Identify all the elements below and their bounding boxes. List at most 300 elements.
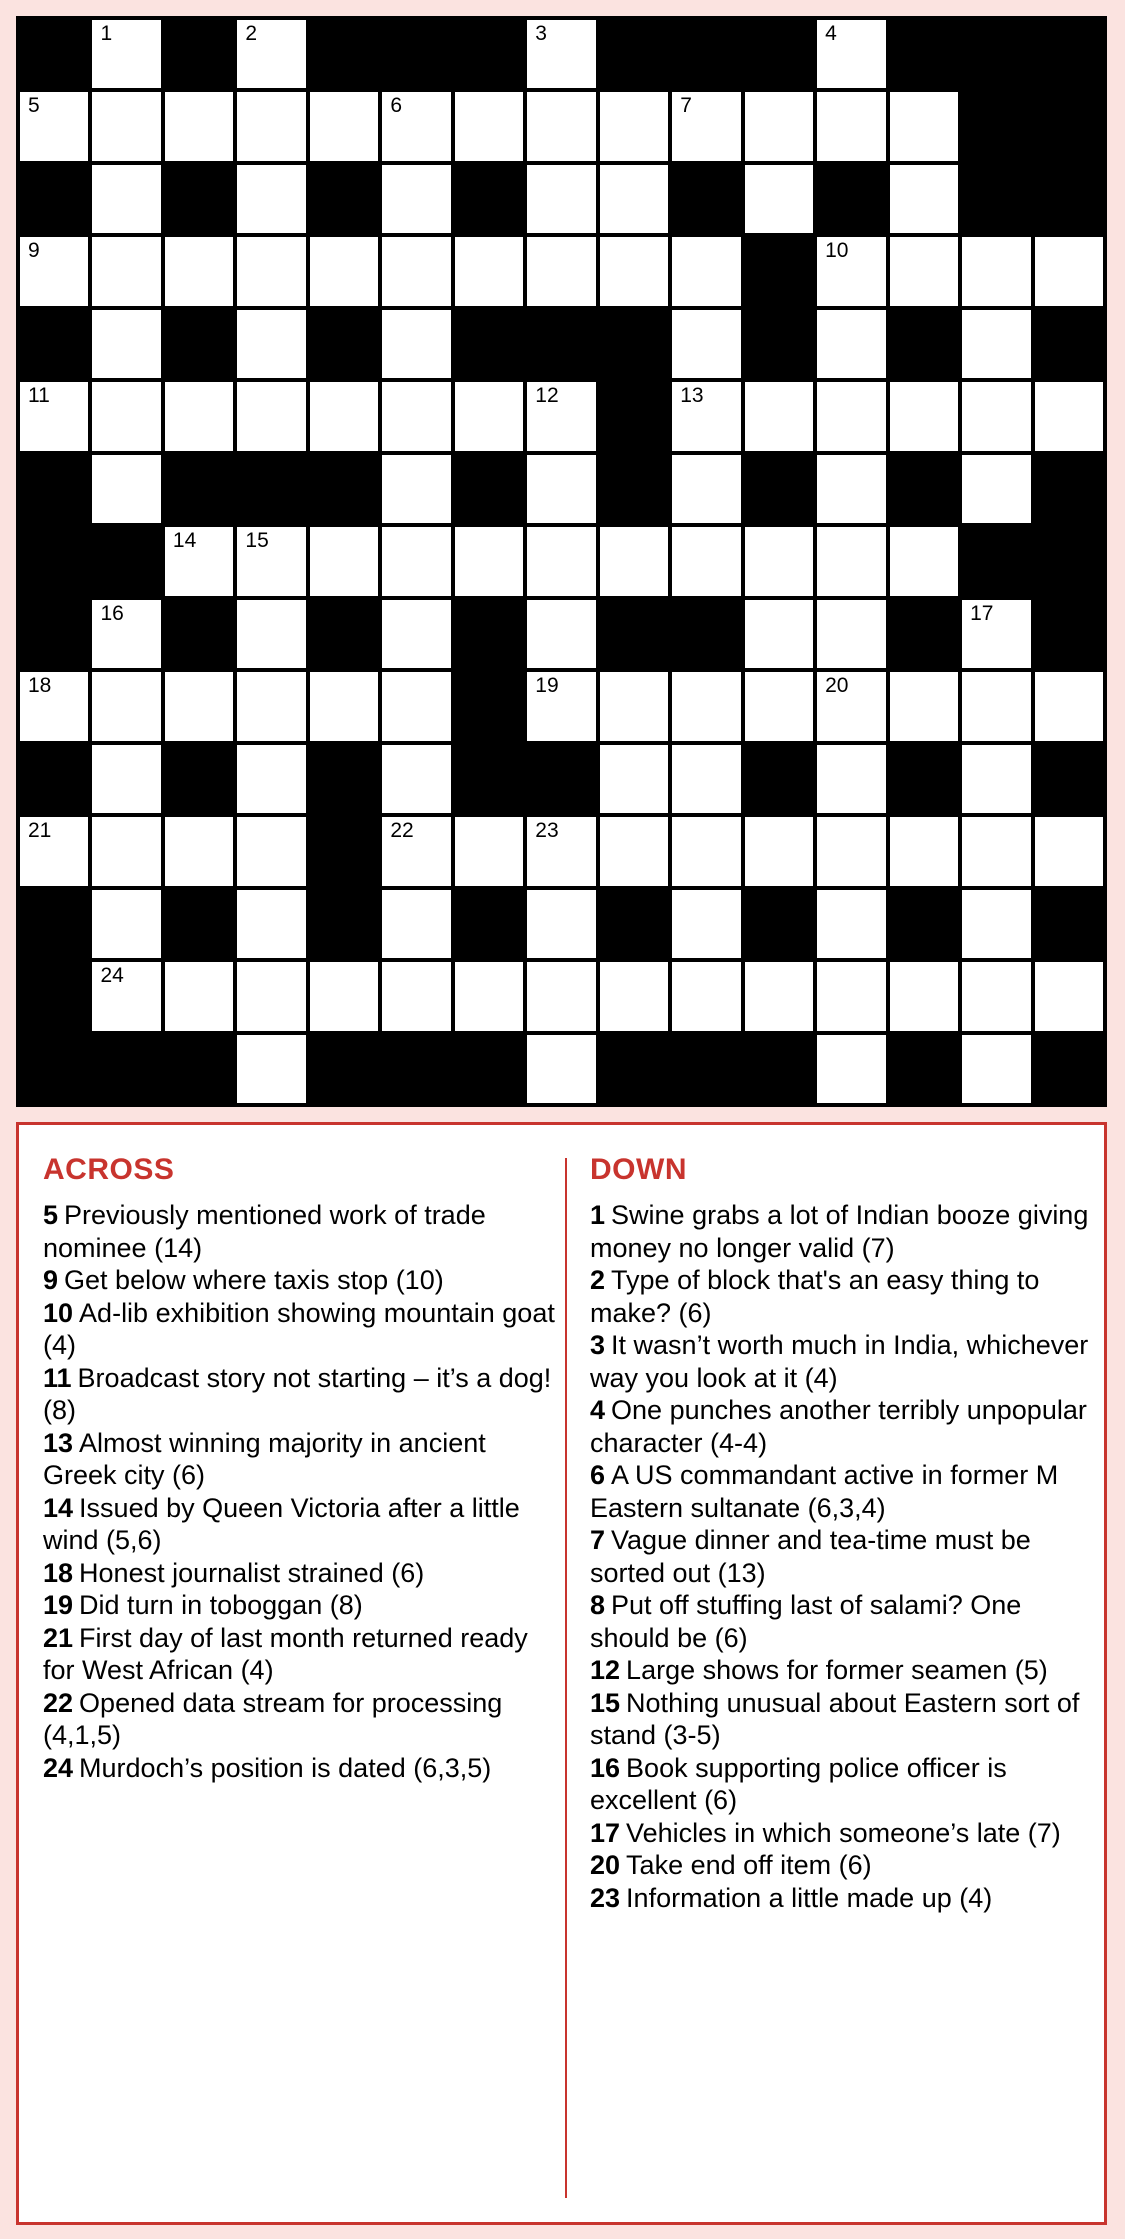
white-cell[interactable] (817, 745, 885, 813)
white-cell[interactable] (962, 310, 1030, 378)
white-cell[interactable] (527, 165, 595, 233)
white-cell[interactable] (527, 600, 595, 668)
white-cell[interactable] (672, 890, 740, 958)
white-cell[interactable] (382, 962, 450, 1030)
black-cell (92, 527, 160, 595)
across-clue (43, 1557, 563, 1590)
black-cell (20, 600, 88, 668)
black-cell (310, 455, 378, 523)
down-clue (590, 1817, 1100, 1850)
white-cell[interactable] (527, 890, 595, 958)
white-cell[interactable] (527, 20, 595, 88)
clue-number: 20 (825, 674, 849, 698)
white-cell[interactable] (817, 672, 885, 740)
white-cell[interactable] (20, 92, 88, 160)
white-cell[interactable] (1035, 962, 1103, 1030)
white-cell[interactable] (237, 600, 305, 668)
black-cell (672, 600, 740, 668)
clue-text: Did turn in toboggan (8) (79, 1590, 363, 1620)
white-cell[interactable] (382, 600, 450, 668)
black-cell (1035, 600, 1103, 668)
clue-number-label: 5 (43, 1200, 59, 1230)
white-cell[interactable] (165, 382, 233, 450)
down-clue (590, 1264, 1100, 1329)
black-cell (310, 310, 378, 378)
black-cell (165, 600, 233, 668)
black-cell (455, 600, 523, 668)
white-cell[interactable] (165, 962, 233, 1030)
black-cell (1035, 745, 1103, 813)
white-cell[interactable] (672, 527, 740, 595)
white-cell[interactable] (745, 962, 813, 1030)
black-cell (745, 20, 813, 88)
clue-text: Information a little made up (4) (626, 1882, 993, 1913)
white-cell[interactable] (92, 600, 160, 668)
white-cell[interactable] (20, 382, 88, 450)
black-cell (890, 455, 958, 523)
white-cell[interactable] (1035, 382, 1103, 450)
white-cell[interactable] (672, 455, 740, 523)
black-cell (455, 745, 523, 813)
white-cell[interactable] (527, 1035, 595, 1103)
down-clue (590, 1752, 1100, 1817)
clue-number-label: 6 (590, 1460, 606, 1490)
white-cell[interactable] (310, 962, 378, 1030)
white-cell[interactable] (237, 890, 305, 958)
clue-number-label: 14 (43, 1492, 74, 1523)
black-cell (165, 165, 233, 233)
black-cell (20, 310, 88, 378)
clue-text: Honest journalist strained (6) (79, 1557, 425, 1588)
clue-number: 14 (172, 529, 197, 553)
black-cell (165, 745, 233, 813)
white-cell[interactable] (1035, 672, 1103, 740)
black-cell (310, 890, 378, 958)
down-clue-list (590, 1199, 1100, 1914)
down-clue (590, 1589, 1100, 1654)
white-cell[interactable] (237, 237, 305, 305)
white-cell[interactable] (382, 165, 450, 233)
clues-panel (16, 1122, 1107, 2225)
clue-number: 10 (825, 239, 849, 263)
white-cell[interactable] (382, 237, 450, 305)
black-cell (1035, 455, 1103, 523)
white-cell[interactable] (310, 92, 378, 160)
white-cell[interactable] (310, 382, 378, 450)
white-cell[interactable] (382, 382, 450, 450)
down-clue (590, 1329, 1100, 1394)
column-divider (565, 1158, 567, 2198)
white-cell[interactable] (382, 92, 450, 160)
clue-text: Vehicles in which someone’s late (7) (626, 1817, 1061, 1848)
white-cell[interactable] (1035, 817, 1103, 885)
white-cell[interactable] (672, 672, 740, 740)
white-cell[interactable] (600, 672, 668, 740)
white-cell[interactable] (890, 165, 958, 233)
white-cell[interactable] (962, 455, 1030, 523)
white-cell[interactable] (237, 1035, 305, 1103)
white-cell[interactable] (745, 527, 813, 595)
clue-number-label: 23 (590, 1882, 621, 1913)
white-cell[interactable] (165, 237, 233, 305)
black-cell (600, 890, 668, 958)
black-cell (890, 20, 958, 88)
black-cell (455, 310, 523, 378)
black-cell (745, 1035, 813, 1103)
crossword-grid (16, 16, 1107, 1107)
across-clue (43, 1589, 563, 1622)
clue-number: 12 (535, 384, 559, 408)
black-cell (672, 165, 740, 233)
black-cell (237, 455, 305, 523)
black-cell (165, 20, 233, 88)
white-cell[interactable] (962, 890, 1030, 958)
white-cell[interactable] (310, 672, 378, 740)
black-cell (165, 310, 233, 378)
clue-text: Previously mentioned work of trade nominee (14) (43, 1200, 486, 1263)
white-cell[interactable] (527, 527, 595, 595)
clue-number-label: 19 (43, 1590, 74, 1620)
black-cell (310, 600, 378, 668)
black-cell (600, 382, 668, 450)
white-cell[interactable] (382, 890, 450, 958)
white-cell[interactable] (745, 600, 813, 668)
white-cell[interactable] (600, 745, 668, 813)
clue-number: 2 (245, 22, 258, 45)
black-cell (310, 817, 378, 885)
black-cell (527, 310, 595, 378)
white-cell[interactable] (92, 962, 160, 1030)
white-cell[interactable] (527, 962, 595, 1030)
white-cell[interactable] (527, 92, 595, 160)
white-cell[interactable] (382, 672, 450, 740)
white-cell[interactable] (20, 817, 88, 885)
white-cell[interactable] (455, 237, 523, 305)
black-cell (20, 20, 88, 88)
black-cell (455, 1035, 523, 1103)
black-cell (1035, 165, 1103, 233)
white-cell[interactable] (672, 237, 740, 305)
clue-text: Get below where taxis stop (10) (64, 1265, 444, 1295)
black-cell (600, 310, 668, 378)
clue-text: Broadcast story not starting – it’s a dog! (8) (43, 1362, 552, 1425)
white-cell[interactable] (92, 20, 160, 88)
black-cell (745, 455, 813, 523)
white-cell[interactable] (165, 92, 233, 160)
black-cell (817, 165, 885, 233)
clue-number: 15 (245, 529, 269, 553)
clue-number: 3 (535, 22, 547, 45)
white-cell[interactable] (527, 672, 595, 740)
down-clue (590, 1524, 1100, 1589)
white-cell[interactable] (92, 382, 160, 450)
white-cell[interactable] (455, 817, 523, 885)
white-cell[interactable] (600, 165, 668, 233)
white-cell[interactable] (310, 527, 378, 595)
white-cell[interactable] (310, 237, 378, 305)
white-cell[interactable] (237, 165, 305, 233)
white-cell[interactable] (672, 92, 740, 160)
white-cell[interactable] (672, 817, 740, 885)
clue-number-label: 15 (590, 1687, 621, 1718)
black-cell (20, 527, 88, 595)
white-cell[interactable] (237, 310, 305, 378)
white-cell[interactable] (890, 237, 958, 305)
white-cell[interactable] (382, 455, 450, 523)
clue-number: 24 (100, 964, 124, 988)
white-cell[interactable] (237, 672, 305, 740)
black-cell (962, 92, 1030, 160)
white-cell[interactable] (237, 817, 305, 885)
white-cell[interactable] (237, 745, 305, 813)
down-clue (590, 1199, 1100, 1264)
white-cell[interactable] (962, 1035, 1030, 1103)
clue-text: Murdoch’s position is dated (6,3,5) (79, 1752, 492, 1783)
white-cell[interactable] (92, 817, 160, 885)
black-cell (455, 20, 523, 88)
clue-number: 16 (100, 601, 124, 625)
white-cell[interactable] (165, 672, 233, 740)
white-cell[interactable] (600, 527, 668, 595)
white-cell[interactable] (817, 1035, 885, 1103)
white-cell[interactable] (527, 455, 595, 523)
white-cell[interactable] (962, 962, 1030, 1030)
black-cell (455, 890, 523, 958)
white-cell[interactable] (962, 237, 1030, 305)
clue-number: 6 (390, 94, 403, 118)
black-cell (600, 455, 668, 523)
across-clue-list (43, 1199, 563, 1784)
white-cell[interactable] (672, 745, 740, 813)
white-cell[interactable] (455, 962, 523, 1030)
across-column (43, 1153, 563, 1784)
clue-number: 18 (28, 674, 52, 698)
black-cell (455, 672, 523, 740)
across-clue (43, 1297, 563, 1362)
white-cell[interactable] (890, 382, 958, 450)
black-cell (165, 1035, 233, 1103)
white-cell[interactable] (455, 527, 523, 595)
white-cell[interactable] (817, 527, 885, 595)
black-cell (165, 455, 233, 523)
white-cell[interactable] (92, 745, 160, 813)
white-cell[interactable] (527, 382, 595, 450)
black-cell (20, 890, 88, 958)
white-cell[interactable] (92, 165, 160, 233)
clue-text: Large shows for former seamen (5) (626, 1655, 1048, 1685)
across-clue (43, 1427, 563, 1492)
clue-number-label: 20 (590, 1850, 621, 1880)
white-cell[interactable] (382, 745, 450, 813)
black-cell (745, 890, 813, 958)
clue-number-label: 10 (43, 1297, 74, 1328)
white-cell[interactable] (745, 672, 813, 740)
white-cell[interactable] (455, 382, 523, 450)
black-cell (455, 165, 523, 233)
clue-number: 4 (825, 22, 837, 45)
white-cell[interactable] (817, 382, 885, 450)
white-cell[interactable] (962, 817, 1030, 885)
clue-number: 19 (535, 674, 559, 698)
black-cell (1035, 890, 1103, 958)
black-cell (20, 962, 88, 1030)
clue-number: 21 (28, 819, 52, 843)
down-clue (590, 1459, 1100, 1524)
white-cell[interactable] (890, 92, 958, 160)
white-cell[interactable] (1035, 237, 1103, 305)
down-heading: DOWN (590, 1153, 687, 1186)
clue-text: Take end off item (6) (626, 1850, 872, 1880)
across-clue (43, 1362, 563, 1427)
white-cell[interactable] (817, 962, 885, 1030)
clue-number-label: 13 (43, 1427, 74, 1458)
clue-number-label: 17 (590, 1817, 621, 1848)
white-cell[interactable] (237, 92, 305, 160)
black-cell (745, 237, 813, 305)
clue-text: Nothing unusual about Eastern sort of stand (3-5) (590, 1687, 1080, 1750)
white-cell[interactable] (817, 237, 885, 305)
white-cell[interactable] (745, 92, 813, 160)
clue-text: One punches another terribly unpopular character (4-4) (590, 1395, 1087, 1458)
clue-number: 22 (390, 819, 414, 843)
white-cell[interactable] (672, 382, 740, 450)
white-cell[interactable] (382, 310, 450, 378)
clue-text: Ad-lib exhibition showing mountain goat (4) (43, 1297, 555, 1360)
white-cell[interactable] (92, 92, 160, 160)
clue-number-label: 21 (43, 1622, 74, 1653)
white-cell[interactable] (455, 92, 523, 160)
clue-number-label: 18 (43, 1557, 74, 1588)
clue-number-label: 1 (590, 1200, 606, 1230)
black-cell (890, 745, 958, 813)
across-clue (43, 1199, 563, 1264)
white-cell[interactable] (817, 890, 885, 958)
white-cell[interactable] (92, 455, 160, 523)
across-clue (43, 1264, 563, 1297)
black-cell (20, 455, 88, 523)
black-cell (382, 20, 450, 88)
white-cell[interactable] (600, 817, 668, 885)
black-cell (962, 20, 1030, 88)
clue-number-label: 2 (590, 1265, 606, 1295)
white-cell[interactable] (890, 817, 958, 885)
white-cell[interactable] (527, 817, 595, 885)
white-cell[interactable] (817, 455, 885, 523)
white-cell[interactable] (745, 382, 813, 450)
clue-text: First day of last month returned ready for West African (4) (43, 1622, 528, 1685)
across-clue (43, 1622, 563, 1687)
down-clue (590, 1882, 1100, 1915)
clue-number-label: 3 (590, 1330, 606, 1360)
black-cell (745, 745, 813, 813)
white-cell[interactable] (817, 20, 885, 88)
across-heading: ACROSS (43, 1153, 175, 1186)
clue-text: Opened data stream for processing (4,1,5) (43, 1687, 503, 1750)
white-cell[interactable] (382, 817, 450, 885)
clue-text: Swine grabs a lot of Indian booze giving money no longer valid (7) (590, 1200, 1089, 1263)
white-cell[interactable] (962, 745, 1030, 813)
black-cell (1035, 20, 1103, 88)
clue-number-label: 9 (43, 1265, 59, 1295)
black-cell (20, 1035, 88, 1103)
black-cell (310, 1035, 378, 1103)
white-cell[interactable] (890, 962, 958, 1030)
white-cell[interactable] (527, 237, 595, 305)
clue-text: Book supporting police officer is excellent (6) (590, 1752, 1007, 1815)
black-cell (890, 1035, 958, 1103)
white-cell[interactable] (672, 310, 740, 378)
clue-number: 7 (680, 94, 692, 118)
white-cell[interactable] (817, 817, 885, 885)
clue-number-label: 11 (43, 1362, 72, 1393)
clue-text: Put off stuffing last of salami? One should be (6) (590, 1590, 1022, 1653)
white-cell[interactable] (890, 672, 958, 740)
down-column (590, 1153, 1100, 1914)
white-cell[interactable] (92, 310, 160, 378)
white-cell[interactable] (20, 672, 88, 740)
white-cell[interactable] (382, 527, 450, 595)
clue-number-label: 7 (590, 1525, 606, 1555)
white-cell[interactable] (672, 962, 740, 1030)
white-cell[interactable] (962, 600, 1030, 668)
white-cell[interactable] (600, 92, 668, 160)
white-cell[interactable] (20, 237, 88, 305)
white-cell[interactable] (600, 237, 668, 305)
clue-text: Almost winning majority in ancient Greek city (6) (43, 1427, 486, 1490)
white-cell[interactable] (92, 237, 160, 305)
white-cell[interactable] (962, 672, 1030, 740)
white-cell[interactable] (817, 310, 885, 378)
white-cell[interactable] (237, 962, 305, 1030)
white-cell[interactable] (92, 672, 160, 740)
white-cell[interactable] (890, 527, 958, 595)
black-cell (672, 1035, 740, 1103)
black-cell (672, 20, 740, 88)
clue-text: Issued by Queen Victoria after a little wind (5,6) (43, 1492, 520, 1555)
white-cell[interactable] (817, 92, 885, 160)
across-clue (43, 1687, 563, 1752)
down-clue (590, 1849, 1100, 1882)
black-cell (600, 600, 668, 668)
clue-number: 13 (680, 384, 704, 408)
white-cell[interactable] (600, 962, 668, 1030)
across-clue (43, 1752, 563, 1785)
black-cell (382, 1035, 450, 1103)
black-cell (962, 527, 1030, 595)
down-clue (590, 1394, 1100, 1459)
black-cell (1035, 310, 1103, 378)
white-cell[interactable] (92, 890, 160, 958)
white-cell[interactable] (745, 165, 813, 233)
white-cell[interactable] (165, 817, 233, 885)
clue-number: 17 (970, 601, 994, 625)
black-cell (310, 745, 378, 813)
white-cell[interactable] (745, 817, 813, 885)
white-cell[interactable] (237, 382, 305, 450)
black-cell (165, 890, 233, 958)
black-cell (1035, 92, 1103, 160)
clue-number-label: 4 (590, 1395, 606, 1425)
across-clue (43, 1492, 563, 1557)
white-cell[interactable] (817, 600, 885, 668)
white-cell[interactable] (962, 382, 1030, 450)
white-cell[interactable] (237, 20, 305, 88)
white-cell[interactable] (237, 527, 305, 595)
clue-text: A US commandant active in former M Eastern sultanate (6,3,4) (590, 1460, 1059, 1523)
down-clue (590, 1654, 1100, 1687)
white-cell[interactable] (165, 527, 233, 595)
clue-text: Vague dinner and tea-time must be sorted out (13) (590, 1525, 1031, 1588)
